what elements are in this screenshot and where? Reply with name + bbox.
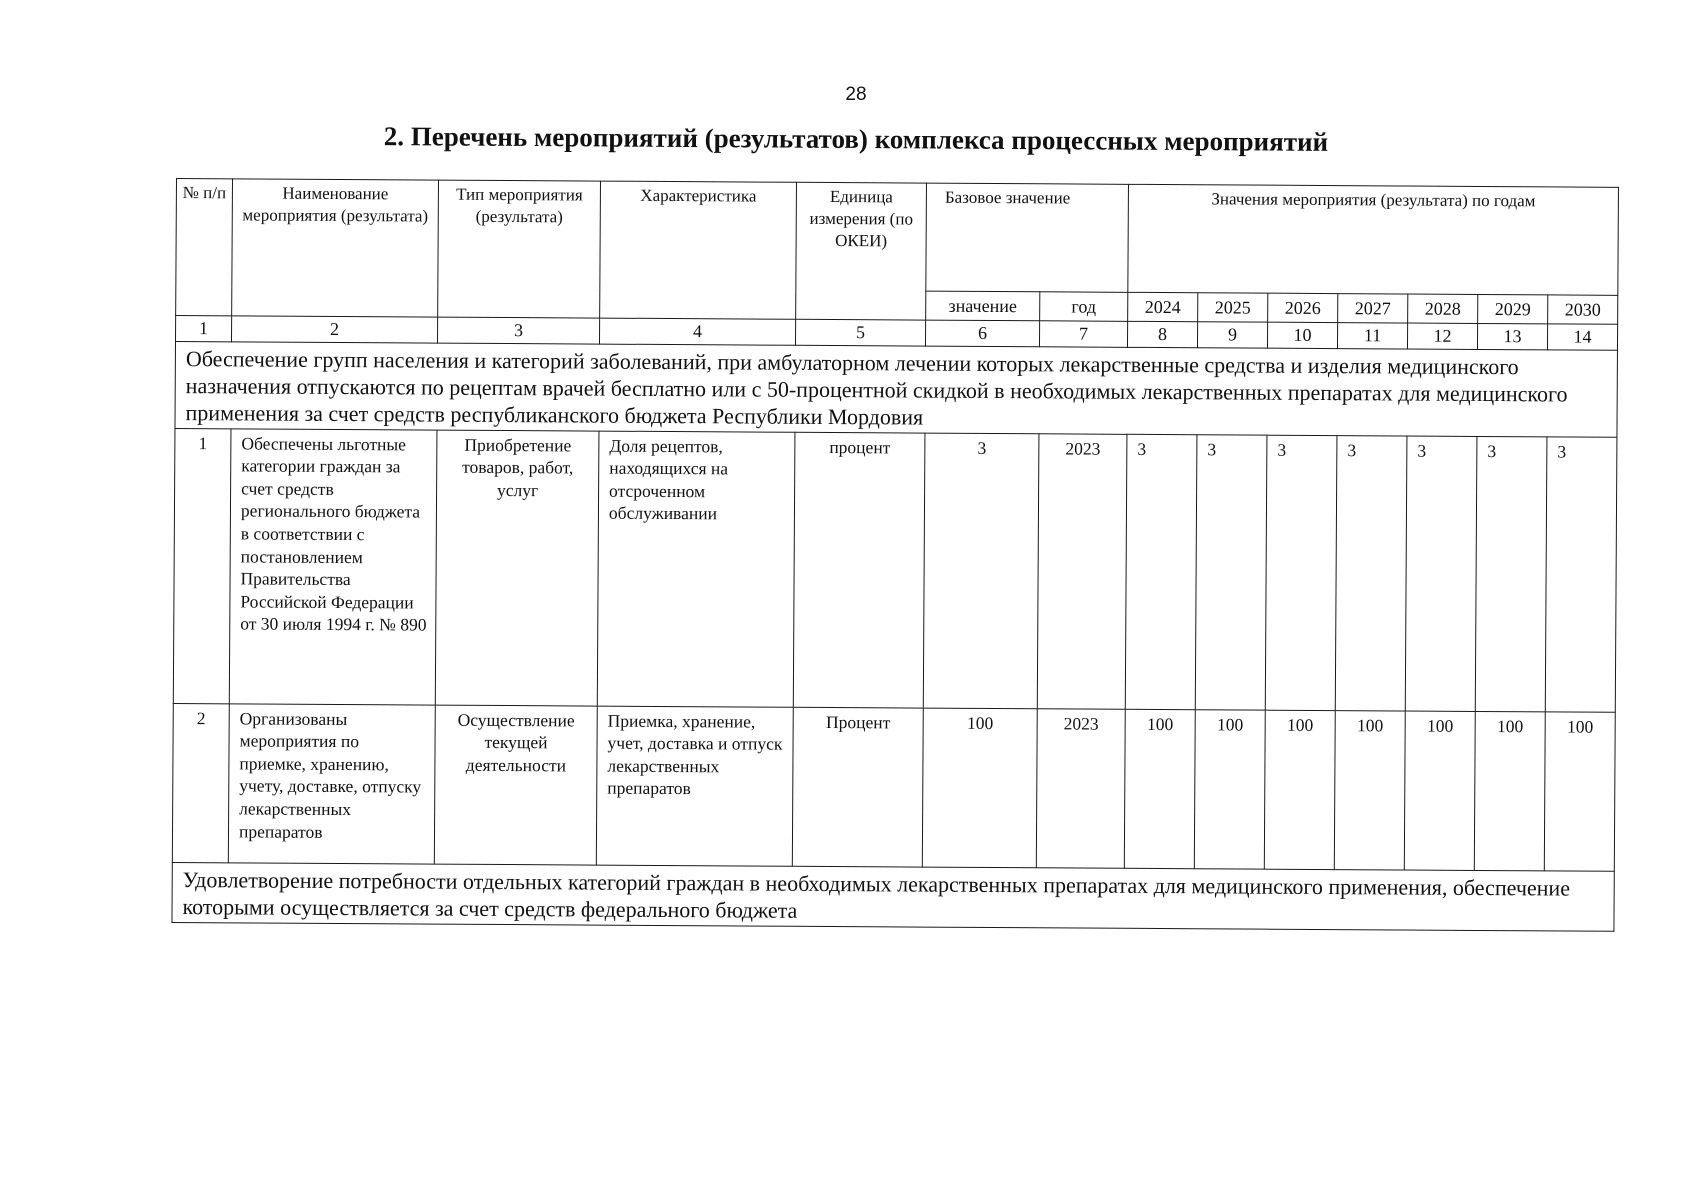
header-year: 2024 [1128, 292, 1198, 322]
column-number: 10 [1267, 322, 1337, 348]
column-number: 7 [1039, 321, 1127, 347]
column-number: 14 [1547, 324, 1617, 350]
table-row [172, 703, 1615, 871]
row-base-year: 2023 [1037, 433, 1127, 709]
row-unit: Процент [792, 707, 923, 867]
column-number: 2 [232, 316, 438, 343]
page-title: 2. Перечень мероприятий (результатов) комплекса процессных мероприятий [383, 121, 1329, 157]
column-number: 5 [795, 319, 925, 345]
row-type: Приобретение товаров, работ, услуг [435, 430, 599, 706]
section-row [172, 862, 1614, 931]
row-year-value: 100 [1474, 711, 1545, 870]
header-unit: Единица измерения (по ОКЕИ) [796, 182, 927, 320]
row-base-value: 3 [923, 433, 1039, 709]
column-number: 8 [1128, 321, 1198, 347]
row-year-value: 100 [1264, 710, 1335, 869]
header-base: Базовое значение [926, 183, 1129, 292]
page-number: 28 [845, 84, 867, 105]
activities-table-container [171, 178, 1619, 931]
header-year: 2028 [1408, 294, 1478, 324]
header-year: 2027 [1338, 293, 1408, 323]
row-name: Обеспечены льготные категории граждан за счет средств регионального бюджета в соответствии с постановлением Правительства Российской Федерации от 30 июля 1994 г. № 890 [229, 428, 437, 704]
row-year-value: 3 [1405, 436, 1477, 711]
row-characteristic: Доля рецептов, находящихся на отсроченном обслуживании [597, 431, 795, 707]
header-num: № п/п [176, 179, 233, 316]
row-year-value: 3 [1335, 435, 1407, 710]
column-number: 4 [599, 318, 795, 345]
activities-table [171, 178, 1619, 931]
row-year-value: 3 [1475, 436, 1547, 711]
section-title: Удовлетворение потребности отдельных категорий граждан в необходимых лекарственных препаратах для медицинского применения, обеспечение которыми осуществляется за счет средств федерального бюджета [172, 862, 1614, 931]
row-year-value: 100 [1124, 709, 1195, 868]
header-year: 2030 [1548, 295, 1618, 325]
row-year-value: 3 [1125, 434, 1197, 709]
header-base-year: год [1040, 292, 1128, 322]
header-years-title: Значения мероприятия (результата) по годам [1128, 184, 1619, 295]
header-row-top [176, 179, 1619, 296]
row-base-value: 100 [922, 708, 1037, 868]
row-year-value: 100 [1404, 711, 1475, 870]
column-number: 6 [925, 320, 1039, 346]
table-row [173, 428, 1617, 712]
column-number: 12 [1407, 323, 1477, 349]
row-year-value: 100 [1544, 711, 1615, 870]
header-year: 2026 [1268, 293, 1338, 323]
row-year-value: 3 [1545, 436, 1617, 711]
header-name: Наименование мероприятия (результата) [232, 179, 439, 317]
column-number: 3 [437, 317, 599, 344]
row-year-value: 100 [1194, 709, 1265, 868]
header-base-value: значение [926, 291, 1040, 321]
header-characteristic: Характеристика [600, 181, 797, 319]
row-year-value: 3 [1195, 434, 1267, 709]
row-num: 1 [173, 428, 231, 703]
row-year-value: 100 [1334, 710, 1405, 869]
section-row [175, 341, 1618, 437]
row-characteristic: Приемка, хранение, учет, доставка и отпуск лекарственных препаратов [596, 706, 793, 866]
row-unit: процент [793, 432, 925, 708]
header-year: 2029 [1478, 294, 1548, 324]
column-number: 13 [1477, 323, 1547, 349]
section-title: Обеспечение групп населения и категорий заболеваний, при амбулаторном лечении которых лекарственные средства и изделия медицинского назначения отпускаются по рецептам врачей бесплатно или с 50-процентной скидкой в необходимых лекарственных препаратах для медицинского применения за счет средств республиканского бюджета Республики Мордовия [175, 341, 1618, 437]
header-year: 2025 [1198, 293, 1268, 323]
row-base-year: 2023 [1036, 708, 1125, 868]
row-num: 2 [172, 703, 229, 862]
column-number: 11 [1337, 323, 1407, 349]
row-year-value: 3 [1265, 435, 1337, 710]
column-number: 9 [1198, 322, 1268, 348]
column-number: 1 [176, 316, 232, 342]
header-type: Тип мероприятия (результата) [438, 180, 601, 318]
row-type: Осуществление текущей деятельности [434, 705, 597, 865]
row-name: Организованы мероприятия по приемке, хранению, учету, доставке, отпуску лекарственных препаратов [228, 703, 435, 863]
